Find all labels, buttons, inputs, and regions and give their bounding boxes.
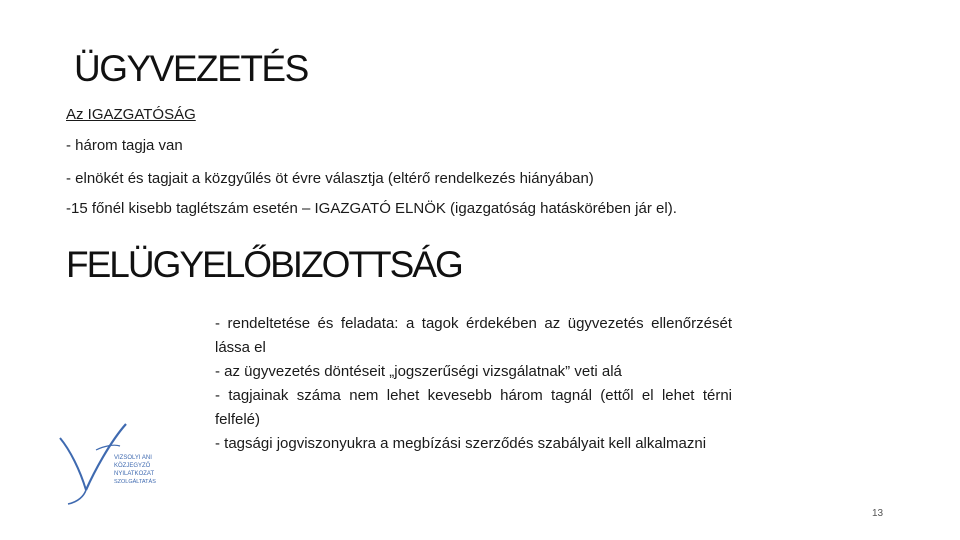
slide-title-supervisory: FELÜGYELŐBIZOTTSÁG <box>66 244 462 285</box>
board-heading: Az IGAZGATÓSÁG <box>66 106 196 123</box>
logo-text-3: NYILATKOZAT <box>114 471 155 477</box>
supervisory-point-1: - rendeltetése és feladata: a tagok érdekében az ügyvezetés ellenőrzését lássa el <box>215 315 732 356</box>
logo-text-4: SZOLGÁLTATÁS <box>114 479 156 485</box>
page-number: 13 <box>872 508 884 519</box>
supervisory-point-4: - tagsági jogviszonyukra a megbízási szerződés szabályait kell alkalmazni <box>215 435 707 452</box>
supervisory-points <box>215 312 732 456</box>
board-line-2: - elnökét és tagjait a közgyűlés öt évre választja (eltérő rendelkezés hiányában) <box>66 170 594 187</box>
logo-text-2: KÖZJEGYZŐ <box>114 463 151 469</box>
board-line-1: - három tagja van <box>66 137 183 154</box>
logo-text-1: VIZSOLYI ANI <box>114 455 152 461</box>
slide-title-management: ÜGYVEZETÉS <box>74 48 308 89</box>
supervisory-point-2: - az ügyvezetés döntéseit „jogszerűségi vizsgálatnak” veti alá <box>215 363 622 380</box>
board-line-3: -15 főnél kisebb taglétszám esetén – IGAZGATÓ ELNÖK (igazgatóság hatáskörében jár el). <box>66 200 677 217</box>
supervisory-point-3: - tagjainak száma nem lehet kevesebb három tagnál (ettől el lehet térni felfelé) <box>215 387 732 428</box>
company-logo <box>56 420 176 506</box>
